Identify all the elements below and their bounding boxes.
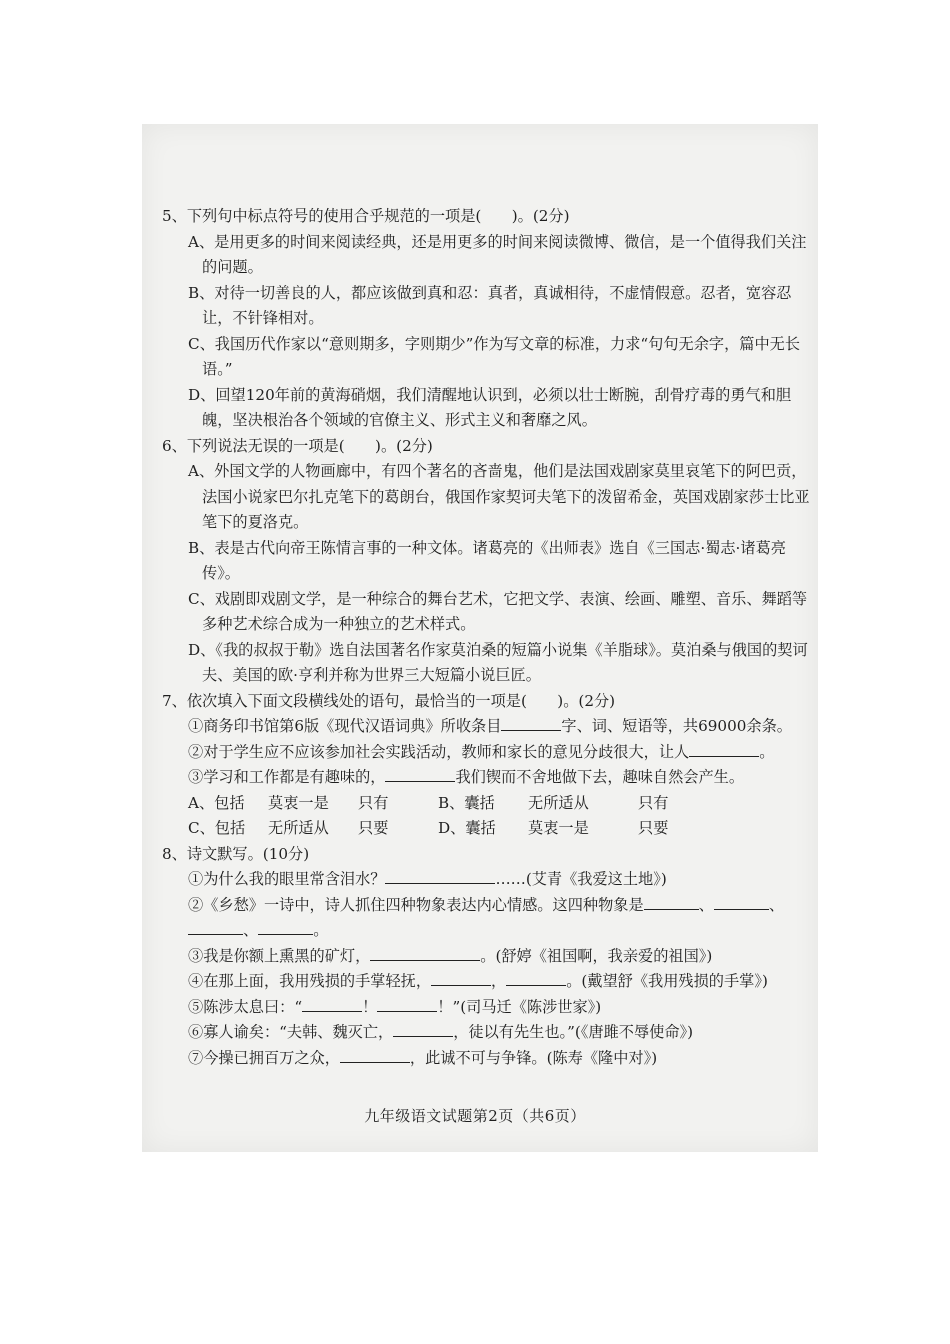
separator: 、: [768, 895, 784, 914]
question-6-option-d: D、《我的叔叔于勒》选自法国著名作家莫泊桑的短篇小说集《羊脂球》。莫泊桑与俄国的契诃夫、美国的欧·亨利并称为世界三大短篇小说巨匠。: [188, 640, 808, 684]
sentence-3-start: ③学习和工作都是有趣味的，: [188, 768, 386, 786]
question-7-sentence-3: [160, 765, 810, 791]
period: 。: [313, 921, 329, 939]
poem-line-1: [160, 867, 810, 893]
poem-3-prompt: ③我是你额上熏黑的矿灯，: [188, 946, 371, 965]
poem-line-6: [160, 1020, 810, 1046]
question-5-option-c: C、我国历代作家以“意则期多，字则期少”作为写文章的标准，力求“句句无余字，篇中无长语。”: [188, 334, 801, 378]
answer-blank[interactable]: [188, 920, 243, 935]
answer-blank[interactable]: [431, 971, 491, 986]
poem-line-2-cont: [160, 918, 810, 944]
poem-5-prompt: ⑤陈涉太息曰：“: [188, 997, 303, 1016]
separator: 、: [243, 921, 259, 939]
answer-blank[interactable]: [385, 767, 455, 782]
question-7-sentence-2: [160, 740, 810, 766]
exclamation: ！: [362, 997, 378, 1016]
poem-line-2: [160, 893, 810, 919]
answer-blank[interactable]: [302, 997, 362, 1012]
poem-line-5: [160, 995, 810, 1021]
poem-line-7: [160, 1046, 810, 1072]
question-7: [160, 689, 810, 842]
question-7-title: 7、依次填入下面文段横线处的语句，最恰当的一项是( )。(2分): [162, 691, 616, 710]
question-5-option-b: B、对待一切善良的人，都应该做到真和忍：真者，真诚相待，不虚情假意。忍者，宽容忍让，不针锋相对。: [188, 283, 792, 327]
question-7-options-row-2: [188, 816, 810, 842]
answer-blank[interactable]: [377, 997, 437, 1012]
answer-blank[interactable]: [501, 716, 561, 731]
answer-blank[interactable]: [393, 1022, 453, 1037]
question-5-title: 5、下列句中标点符号的使用合乎规范的一项是( )。(2分): [162, 207, 570, 225]
question-5-option-d: D、回望120年前的黄海硝烟，我们清醒地认识到，必须以壮士断腕，刮骨疗毒的勇气和胆魄，坚决根治各个领域的官僚主义、形式主义和奢靡之风。: [188, 385, 792, 429]
poem-3-source: 。(舒婷《祖国啊，我亲爱的祖国》): [480, 946, 713, 965]
question-6-title: 6、下列说法无误的一项是( )。(2分): [162, 436, 433, 455]
question-5-option-a: A、是用更多的时间来阅读经典，还是用更多的时间来阅读微博、微信，是一个值得我们关注的问题。: [188, 232, 807, 276]
option-c-word-2: 无所适从: [268, 819, 329, 837]
sentence-1-start: ①商务印书馆第6版《现代汉语词典》所收条目: [188, 717, 502, 735]
option-b-word-3: 只有: [638, 793, 669, 812]
option-d-word-3: 只要: [638, 819, 669, 837]
poem-6-source: ，徒以有先生也。”(《唐雎不辱使命》): [453, 1023, 694, 1041]
poem-2-prompt: ②《乡愁》一诗中，诗人抓住四种物象表达内心情感。这四种物象是: [188, 895, 644, 914]
comma: ，: [491, 972, 507, 990]
answer-blank[interactable]: [689, 742, 759, 757]
answer-blank[interactable]: [385, 869, 495, 884]
option-d-word-1: D、囊括: [438, 819, 496, 837]
question-8: [160, 842, 810, 1072]
question-6-option-b: B、表是古代向帝王陈情言事的一种文体。诸葛亮的《出师表》选自《三国志·蜀志·诸葛亮传》。: [188, 538, 786, 582]
question-6: [160, 434, 810, 689]
option-b-word-1: B、囊括: [438, 793, 495, 812]
poem-4-prompt: ④在那上面，我用残损的手掌轻抚，: [188, 972, 431, 990]
exam-content: [160, 204, 810, 1071]
option-d-word-2: 莫衷一是: [528, 819, 589, 837]
question-6-option-a: A、外国文学的人物画廊中，有四个著名的吝啬鬼，他们是法国戏剧家莫里哀笔下的阿巴贡，法国小说家巴尔扎克笔下的葛朗台，俄国作家契诃夫笔下的泼留希金，英国戏剧家莎士比亚笔下的夏洛克。: [188, 462, 810, 531]
answer-blank[interactable]: [340, 1048, 410, 1063]
answer-blank[interactable]: [506, 971, 566, 986]
question-8-title: 8、诗文默写。(10分): [162, 844, 310, 863]
sentence-2-start: ②对于学生应不应该参加社会实践活动，教师和家长的意见分歧很大，让人: [188, 742, 690, 761]
poem-6-prompt: ⑥寡人谕矣：“夫韩、魏灭亡，: [188, 1023, 394, 1041]
option-b-word-2: 无所适从: [528, 793, 589, 812]
poem-7-source: ，此诚不可与争锋。(陈寿《隆中对》): [409, 1048, 658, 1067]
question-6-option-c: C、戏剧即戏剧文学，是一种综合的舞台艺术，它把文学、表演、绘画、雕塑、音乐、舞蹈等多种艺术综合成为一种独立的艺术样式。: [188, 589, 808, 633]
poem-1-source: ……(艾青《我爱这土地》): [495, 870, 667, 888]
question-7-options-row-1: [188, 791, 810, 817]
option-a-word-2: 莫衷一是: [268, 793, 329, 812]
answer-blank[interactable]: [644, 895, 699, 910]
option-a-word-3: 只有: [358, 793, 389, 812]
question-5: [160, 204, 810, 434]
answer-blank[interactable]: [370, 946, 480, 961]
poem-line-3: [160, 944, 810, 970]
option-c-word-3: 只要: [358, 819, 389, 837]
option-c-word-1: C、包括: [188, 819, 246, 837]
sentence-2-end: 。: [759, 742, 775, 761]
option-a-word-1: A、包括: [188, 793, 245, 812]
poem-1-prompt: ①为什么我的眼里常含泪水？: [188, 870, 386, 888]
question-7-sentence-1: [160, 714, 810, 740]
answer-blank[interactable]: [258, 920, 313, 935]
answer-blank[interactable]: [714, 895, 769, 910]
separator: 、: [698, 895, 714, 914]
page-footer: 九年级语文试题第2页（共6页）: [364, 1107, 586, 1125]
sentence-1-end: 字、词、短语等，共69000余条。: [561, 717, 792, 735]
sentence-3-end: 我们锲而不舍地做下去，趣味自然会产生。: [455, 768, 744, 786]
poem-line-4: [160, 969, 810, 995]
poem-5-source: ！”(司马迁《陈涉世家》): [437, 997, 602, 1016]
poem-7-prompt: ⑦今操已拥百万之众，: [188, 1048, 340, 1067]
poem-4-source: 。(戴望舒《我用残损的手掌》): [566, 972, 768, 990]
